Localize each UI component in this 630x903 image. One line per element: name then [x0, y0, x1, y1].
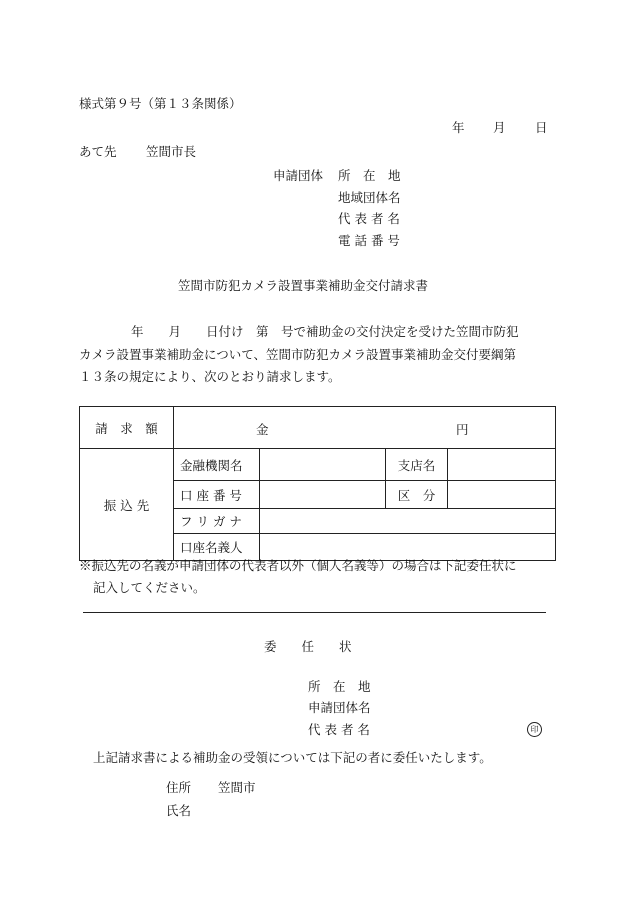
divider	[83, 612, 546, 613]
amount-suffix: 円	[456, 422, 469, 437]
note-line-2: 記入してください。	[93, 580, 206, 595]
amount-prefix: 金	[256, 422, 269, 437]
note-line-1: ※振込先の名義が申請団体の代表者以外（個人名義等）の場合は下記委任状に	[79, 558, 517, 573]
type-label: 区 分	[386, 481, 448, 509]
delegation-statement: 上記請求書による補助金の受領については下記の者に委任いたします。	[93, 750, 492, 765]
account-no-label: 口 座 番 号	[174, 481, 260, 509]
delegation-address-label: 所 在 地	[308, 679, 371, 694]
bank-field[interactable]	[260, 449, 386, 481]
branch-label: 支店名	[386, 449, 448, 481]
body-line-2: カメラ設置事業補助金について、笠間市防犯カメラ設置事業補助金交付要綱第	[79, 347, 517, 362]
date-month-label: 月	[493, 120, 506, 135]
delegation-group-label: 申請団体名	[308, 700, 371, 715]
type-field[interactable]	[448, 481, 556, 509]
delegation-title: 委 任 状	[264, 639, 352, 654]
applicant-address-label: 所 在 地	[338, 168, 401, 183]
furigana-label: フ リ ガ ナ	[174, 509, 260, 534]
seal-mark: 印	[527, 722, 542, 737]
amount-row	[80, 407, 556, 449]
request-table	[79, 406, 556, 561]
body-line-3: １３条の規定により、次のとおり請求します。	[79, 369, 341, 384]
addressee-label: あて先	[79, 144, 117, 159]
document-title: 笠間市防犯カメラ設置事業補助金交付請求書	[178, 278, 429, 293]
body-line-1: 年 月 日付け 第 号で補助金の交付決定を受けた笠間市防犯	[131, 324, 519, 339]
account-no-field[interactable]	[260, 481, 386, 509]
applicant-group-label: 申請団体	[273, 168, 324, 183]
bank-label: 金融機関名	[174, 449, 260, 481]
holder-label: 口座名義人	[174, 534, 260, 561]
amount-label: 請 求 額	[80, 407, 174, 449]
delegate-address-label: 住所	[166, 780, 192, 795]
addressee: 笠間市長	[146, 144, 197, 159]
applicant-rep-label: 代 表 者 名	[338, 211, 400, 226]
date-day-label: 日	[535, 120, 548, 135]
bank-row	[80, 449, 556, 481]
holder-field[interactable]	[260, 534, 556, 561]
date-year-label: 年	[452, 120, 465, 135]
delegation-rep-label: 代 表 者 名	[308, 722, 370, 737]
transfer-label: 振 込 先	[80, 449, 174, 561]
delegate-name-label: 氏名	[166, 803, 192, 818]
delegate-address-value: 笠間市	[218, 780, 256, 795]
amount-field[interactable]	[174, 407, 556, 449]
applicant-phone-label: 電 話 番 号	[338, 233, 400, 248]
branch-field[interactable]	[448, 449, 556, 481]
form-number: 様式第９号（第１３条関係）	[79, 96, 242, 111]
applicant-name-label: 地域団体名	[338, 190, 401, 205]
furigana-field[interactable]	[260, 509, 556, 534]
